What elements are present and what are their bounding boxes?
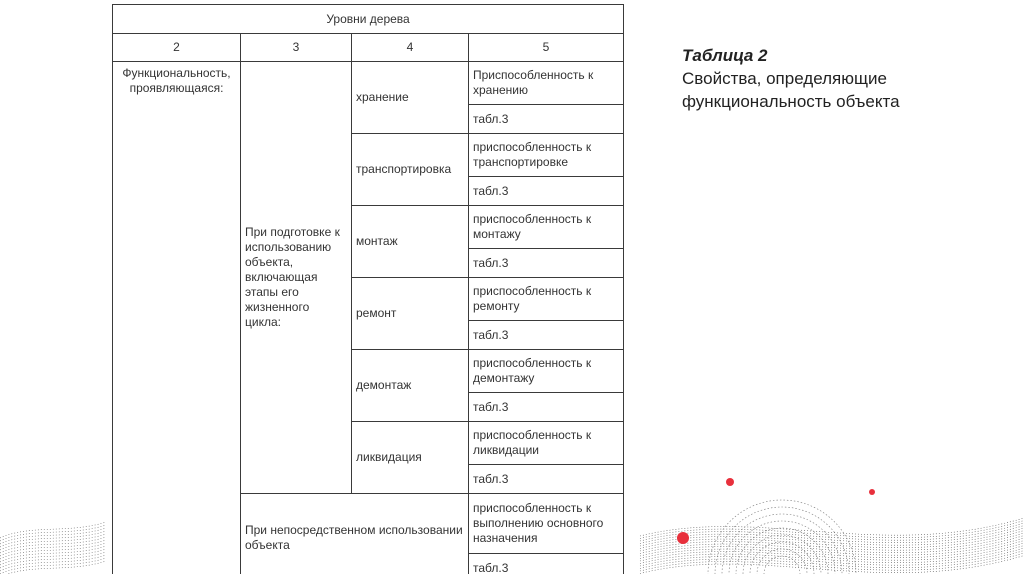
wave-line — [640, 541, 1024, 559]
level2-cell: Функциональность, проявляющаяся: — [113, 62, 241, 574]
ring-line — [750, 542, 814, 574]
property-cell: приспособленность к выполнению основного назначения — [469, 494, 624, 554]
wave-line — [0, 543, 106, 559]
wave-line — [640, 543, 1024, 561]
concentric-rings — [708, 500, 856, 574]
reference-cell: табл.3 — [469, 393, 624, 422]
wave-line — [640, 538, 1024, 556]
ring-line — [722, 514, 842, 574]
ring-line — [736, 528, 828, 574]
stage-cell: демонтаж — [352, 350, 469, 422]
property-cell: приспособленность к ремонту — [469, 278, 624, 321]
ring-line — [708, 500, 856, 574]
stage-cell: ремонт — [352, 278, 469, 350]
wave-line — [640, 536, 1024, 554]
wave-line — [640, 553, 1024, 571]
wave-line — [640, 533, 1024, 551]
wave-line — [640, 531, 1024, 549]
wave-line — [0, 540, 106, 556]
reference-cell: табл.3 — [469, 321, 624, 350]
stage-cell: хранение — [352, 62, 469, 134]
wave-line — [0, 552, 106, 568]
column-number: 2 — [113, 34, 241, 62]
column-number: 3 — [241, 34, 352, 62]
wave-line — [0, 522, 106, 538]
wave-line — [640, 528, 1024, 546]
tree-levels-table — [112, 4, 624, 574]
wave-line — [640, 518, 1024, 536]
ring-line — [715, 507, 849, 574]
wave-line — [640, 523, 1024, 541]
column-number: 4 — [352, 34, 469, 62]
accent-dot — [869, 489, 875, 495]
ring-line — [764, 556, 800, 574]
wave-line — [0, 558, 106, 574]
table-header: Уровни дерева — [113, 5, 624, 34]
wave-line — [640, 521, 1024, 539]
wave-lines-left — [0, 522, 106, 574]
wave-line — [0, 531, 106, 547]
accent-dot — [677, 532, 689, 544]
stage-cell: транспортировка — [352, 134, 469, 206]
property-cell: Приспособленность к хранению — [469, 62, 624, 105]
wave-line — [0, 528, 106, 544]
level3-preparation-cell: При подготовке к использованию объекта, включающая этапы его жизненного цикла: — [241, 62, 352, 494]
wave-line — [640, 556, 1024, 574]
column-number: 5 — [469, 34, 624, 62]
reference-cell: табл.3 — [469, 465, 624, 494]
reference-cell: табл.3 — [469, 177, 624, 206]
caption-label: Таблица 2 — [682, 46, 768, 65]
wave-line — [0, 525, 106, 541]
wave-line — [0, 555, 106, 571]
caption-text: Свойства, определяющие функциональность объекта — [682, 69, 900, 111]
wave-line — [640, 546, 1024, 564]
wave-line — [640, 526, 1024, 544]
reference-cell: табл.3 — [469, 554, 624, 574]
property-cell: приспособленность к монтажу — [469, 206, 624, 249]
wave-line — [0, 561, 106, 574]
stage-cell: монтаж — [352, 206, 469, 278]
reference-cell: табл.3 — [469, 105, 624, 134]
wave-line — [0, 549, 106, 565]
ring-line — [743, 535, 821, 574]
accent-dot — [726, 478, 734, 486]
property-cell: приспособленность к демонтажу — [469, 350, 624, 393]
ring-line — [729, 521, 835, 574]
wave-lines-right — [640, 518, 1024, 574]
property-cell: приспособленность к ликвидации — [469, 422, 624, 465]
level3-usage-cell: При непосредственном использовании объекта — [241, 494, 469, 574]
wave-line — [0, 534, 106, 550]
wave-line — [640, 548, 1024, 566]
property-cell: приспособленность к транспортировке — [469, 134, 624, 177]
slide-caption — [682, 44, 1002, 113]
wave-line — [640, 551, 1024, 569]
wave-line — [0, 537, 106, 553]
ring-line — [757, 549, 807, 574]
wave-line — [0, 546, 106, 562]
reference-cell: табл.3 — [469, 249, 624, 278]
stage-cell: ликвидация — [352, 422, 469, 494]
